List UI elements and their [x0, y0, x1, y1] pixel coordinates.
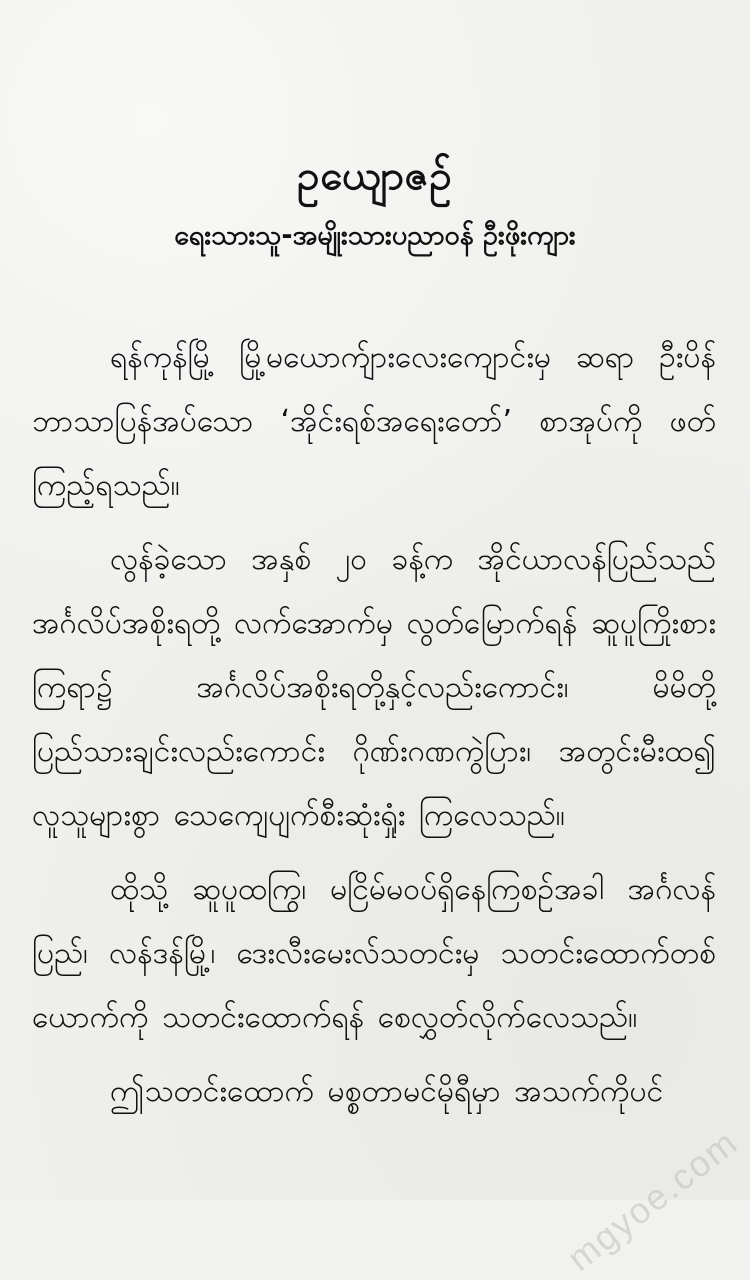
paragraph-1: ရန်ကုန်မြို့ မြို့မယောက်ျားလေးကျောင်းမှ ဆရာ ဦးပိန်ဘာသာပြန်အပ်သော ‘အိုင်းရစ်အရေးတော်’ စာအုပ်ကို ဖတ်ကြည့်ရသည်။: [32, 340, 716, 503]
page-title: ဥယျောဇဥ်: [297, 153, 453, 199]
paragraph-2: လွန်ခဲ့သော အနှစ် ၂၀ ခန့်က အိုင်ယာလန်ပြည်သည် အင်္ဂလိပ်အစိုးရတို့ လက်အောက်မှ လွတ်မြောက်ရန် ဆူပူကြိုးစားကြရာ၌ အင်္ဂလိပ်အစိုးရတို့နှင့်လည်းကောင်း၊ မိမိတို့ပြည်သားချင်းလည်းကောင်း ဂိုဏ်းဂဏကွဲပြား၊ အတွင်းမီးထ၍ လူသူများစွာ သေကျေပျက်စီးဆုံးရှုံး ကြလေသည်။: [32, 542, 716, 833]
paragraph-3: ထိုသို့ ဆူပူထကြွ၊ မငြိမ်မဝပ်ရှိနေကြစဉ်အခါ အင်္ဂလန်ပြည်၊ လန်ဒန်မြို့၊ ဒေးလီးမေးလ်သတင်းမှ သတင်းထောက်တစ်ယောက်ကို သတင်းထောက်ရန် စေလွှတ်လိုက်လေသည်။: [32, 872, 716, 1035]
paragraph-4: ဤသတင်းထောက် မစ္စတာမင်မိုရီမှာ အသက်ကိုပင်: [110, 1074, 664, 1109]
body-text: [32, 326, 716, 1134]
author-line: ရေးသားသူ-အမျိုးသားပညာဝန် ဦးဖိုးကျား: [174, 220, 576, 251]
watermark: mgyoe.com: [559, 1120, 746, 1279]
